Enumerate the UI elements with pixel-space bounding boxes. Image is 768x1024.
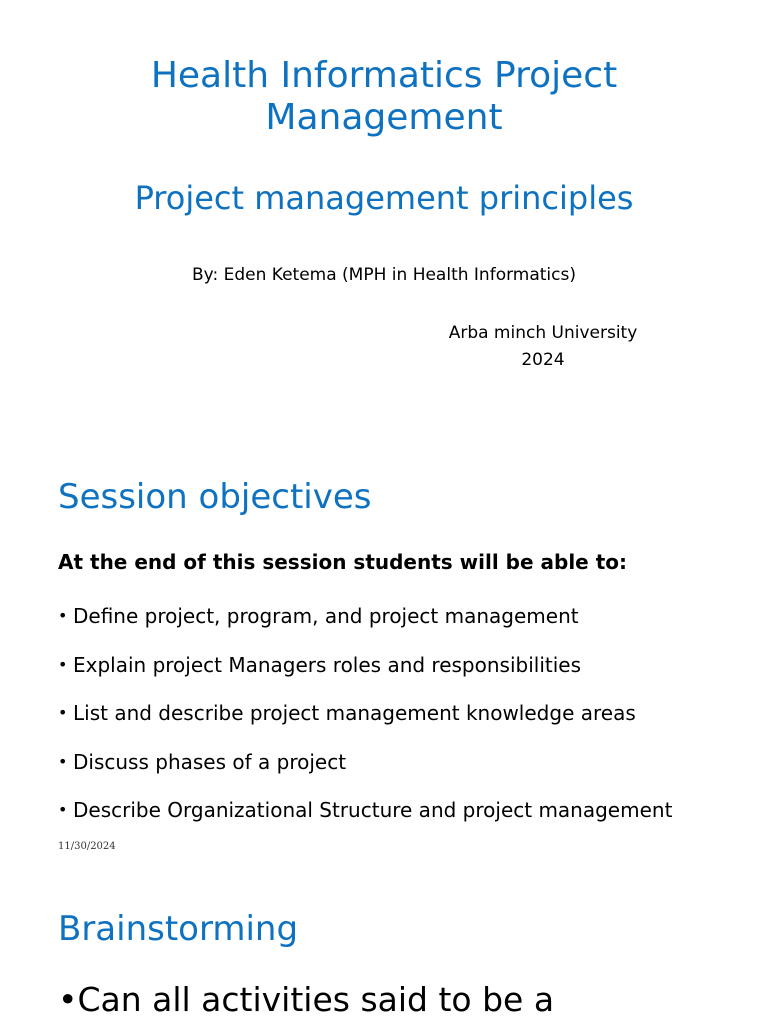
objective-text: Define project, program, and project management	[73, 604, 579, 628]
objectives-lead: At the end of this session students will be able to:	[58, 550, 628, 574]
list-item	[58, 596, 738, 636]
presentation-title	[0, 55, 768, 139]
bullet-icon: •	[58, 751, 68, 771]
slide-date-footer: 11/30/2024	[58, 841, 116, 852]
objective-text: List and describe project management knowledge areas	[73, 701, 636, 725]
brainstorming-question: •Can all activities said to be a	[58, 980, 555, 1019]
institution-name: Arba minch University	[448, 323, 638, 343]
title-slide	[0, 0, 768, 430]
objective-text: Explain project Managers roles and responsibilities	[73, 652, 582, 677]
bullet-icon: •	[58, 800, 68, 819]
bullet-icon: •	[58, 606, 68, 625]
list-item	[58, 645, 738, 685]
objectives-slide	[0, 430, 768, 860]
presentation-subtitle: Project management principles	[134, 179, 634, 217]
institution-block	[430, 320, 656, 374]
list-item	[58, 790, 738, 830]
bullet-icon: •	[58, 654, 68, 674]
bullet-icon: •	[58, 703, 68, 722]
author-line: By: Eden Ketema (MPH in Health Informatics)	[192, 265, 576, 285]
list-item	[58, 742, 738, 782]
title-line-2: Management	[265, 97, 503, 138]
objectives-heading: Session objectives	[58, 477, 372, 517]
objectives-list	[58, 596, 738, 839]
list-item	[58, 693, 738, 733]
title-line-1: Health Informatics Project	[150, 55, 618, 96]
brainstorming-heading: Brainstorming	[58, 909, 299, 949]
institution-year: 2024	[521, 350, 565, 370]
objective-text: Describe Organizational Structure and project management	[73, 798, 673, 822]
brainstorming-slide	[0, 860, 768, 1024]
objective-text: Discuss phases of a project	[73, 749, 347, 774]
